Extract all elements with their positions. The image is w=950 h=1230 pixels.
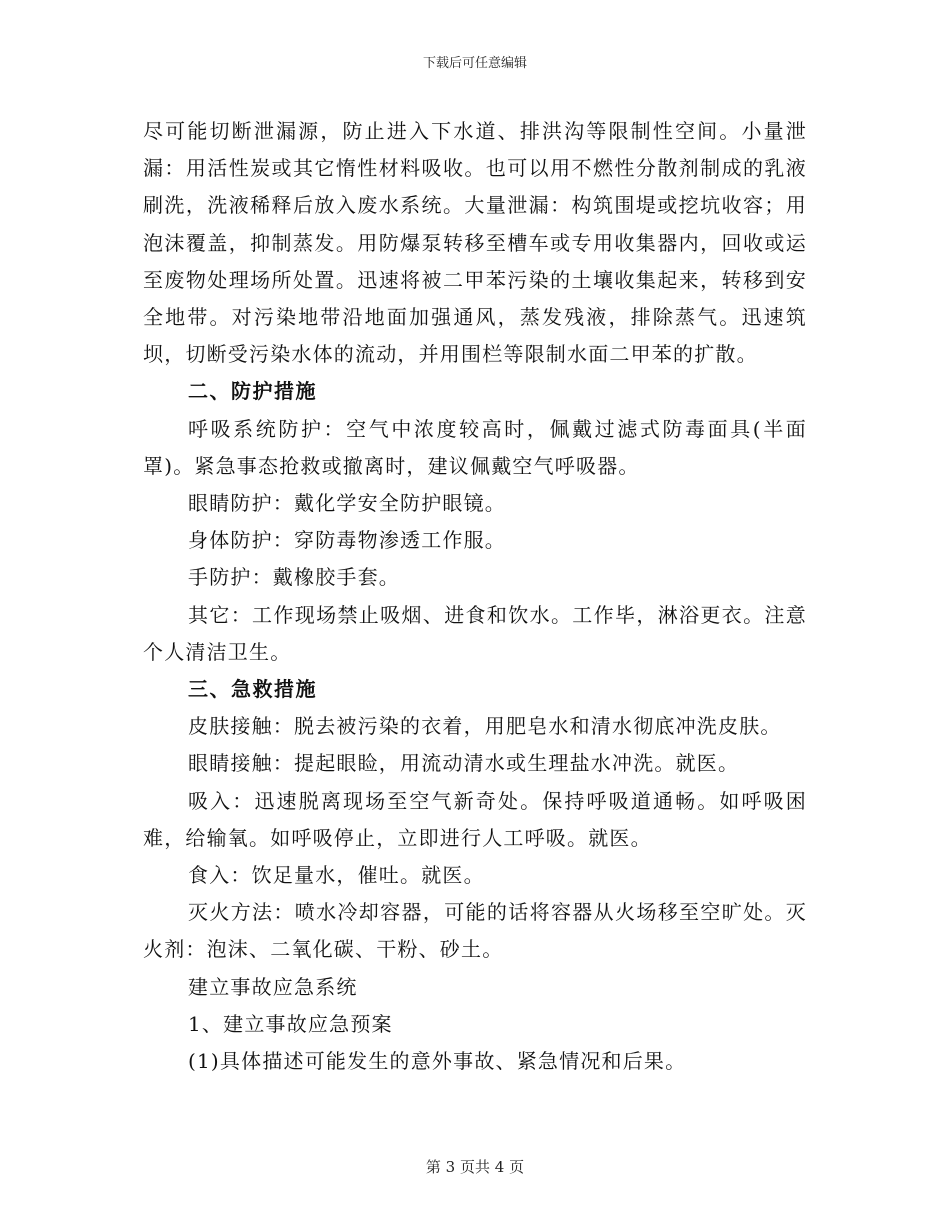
page-header: 下载后可任意编辑 [422, 56, 527, 71]
paragraph-body-protection: 身体防护：穿防毒物渗透工作服。 [188, 528, 506, 553]
paragraph-eye-contact: 眼睛接触：提起眼睑，用流动清水或生理盐水冲洗。就医。 [188, 751, 740, 776]
paragraph-plan-item-1: (1)具体描述可能发生的意外事故、紧急情况和后果。 [188, 1049, 687, 1074]
paragraph-respiratory-protection: 呼吸系统防护：空气中浓度较高时，佩戴过滤式防毒面具(半面罩)。紧急事态抢救或撤离时，建议佩戴空气呼吸器。 [143, 416, 807, 478]
section-heading-first-aid: 三、急救措施 [188, 677, 317, 702]
section-heading-protection: 二、防护措施 [188, 379, 317, 404]
paragraph-emergency-system: 建立事故应急系统 [188, 974, 358, 999]
paragraph-fire-fighting: 灭火方法：喷水冷却容器，可能的话将容器从火场移至空旷处。灭火剂：泡沫、二氧化碳、干粉、砂土。 [143, 900, 807, 962]
document-body [143, 113, 807, 1080]
paragraph-hand-protection: 手防护：戴橡胶手套。 [188, 565, 400, 590]
paragraph-other-protection: 其它：工作现场禁止吸烟、进食和饮水。工作毕，淋浴更衣。注意个人清洁卫生。 [143, 602, 807, 664]
paragraph-eye-protection: 眼睛防护：戴化学安全防护眼镜。 [188, 491, 506, 516]
paragraph-leak-handling: 尽可能切断泄漏源，防止进入下水道、排洪沟等限制性空间。小量泄漏：用活性炭或其它惰性材料吸收。也可以用不燃性分散剂制成的乳液刷洗，洗液稀释后放入废水系统。大量泄漏：构筑围堤或挖坑收容；用泡沫覆盖，抑制蒸发。用防爆泵转移至槽车或专用收集器内，回收或运至废物处理场所处置。迅速将被二甲苯污染的土壤收集起来，转移到安全地带。对污染地带沿地面加强通风，蒸发残液，排除蒸气。迅速筑坝，切断受污染水体的流动，并用围栏等限制水面二甲苯的扩散。 [143, 119, 807, 367]
paragraph-emergency-plan: 1、建立事故应急预案 [188, 1011, 393, 1036]
page-footer: 第 3 页共 4 页 [425, 1158, 525, 1176]
paragraph-inhalation: 吸入：迅速脱离现场至空气新奇处。保持呼吸道通畅。如呼吸困难，给输氧。如呼吸停止，立即进行人工呼吸。就医。 [143, 788, 807, 850]
paragraph-ingestion: 食入：饮足量水，催吐。就医。 [188, 863, 485, 888]
paragraph-skin-contact: 皮肤接触：脱去被污染的衣着，用肥皂水和清水彻底冲洗皮肤。 [188, 714, 782, 739]
